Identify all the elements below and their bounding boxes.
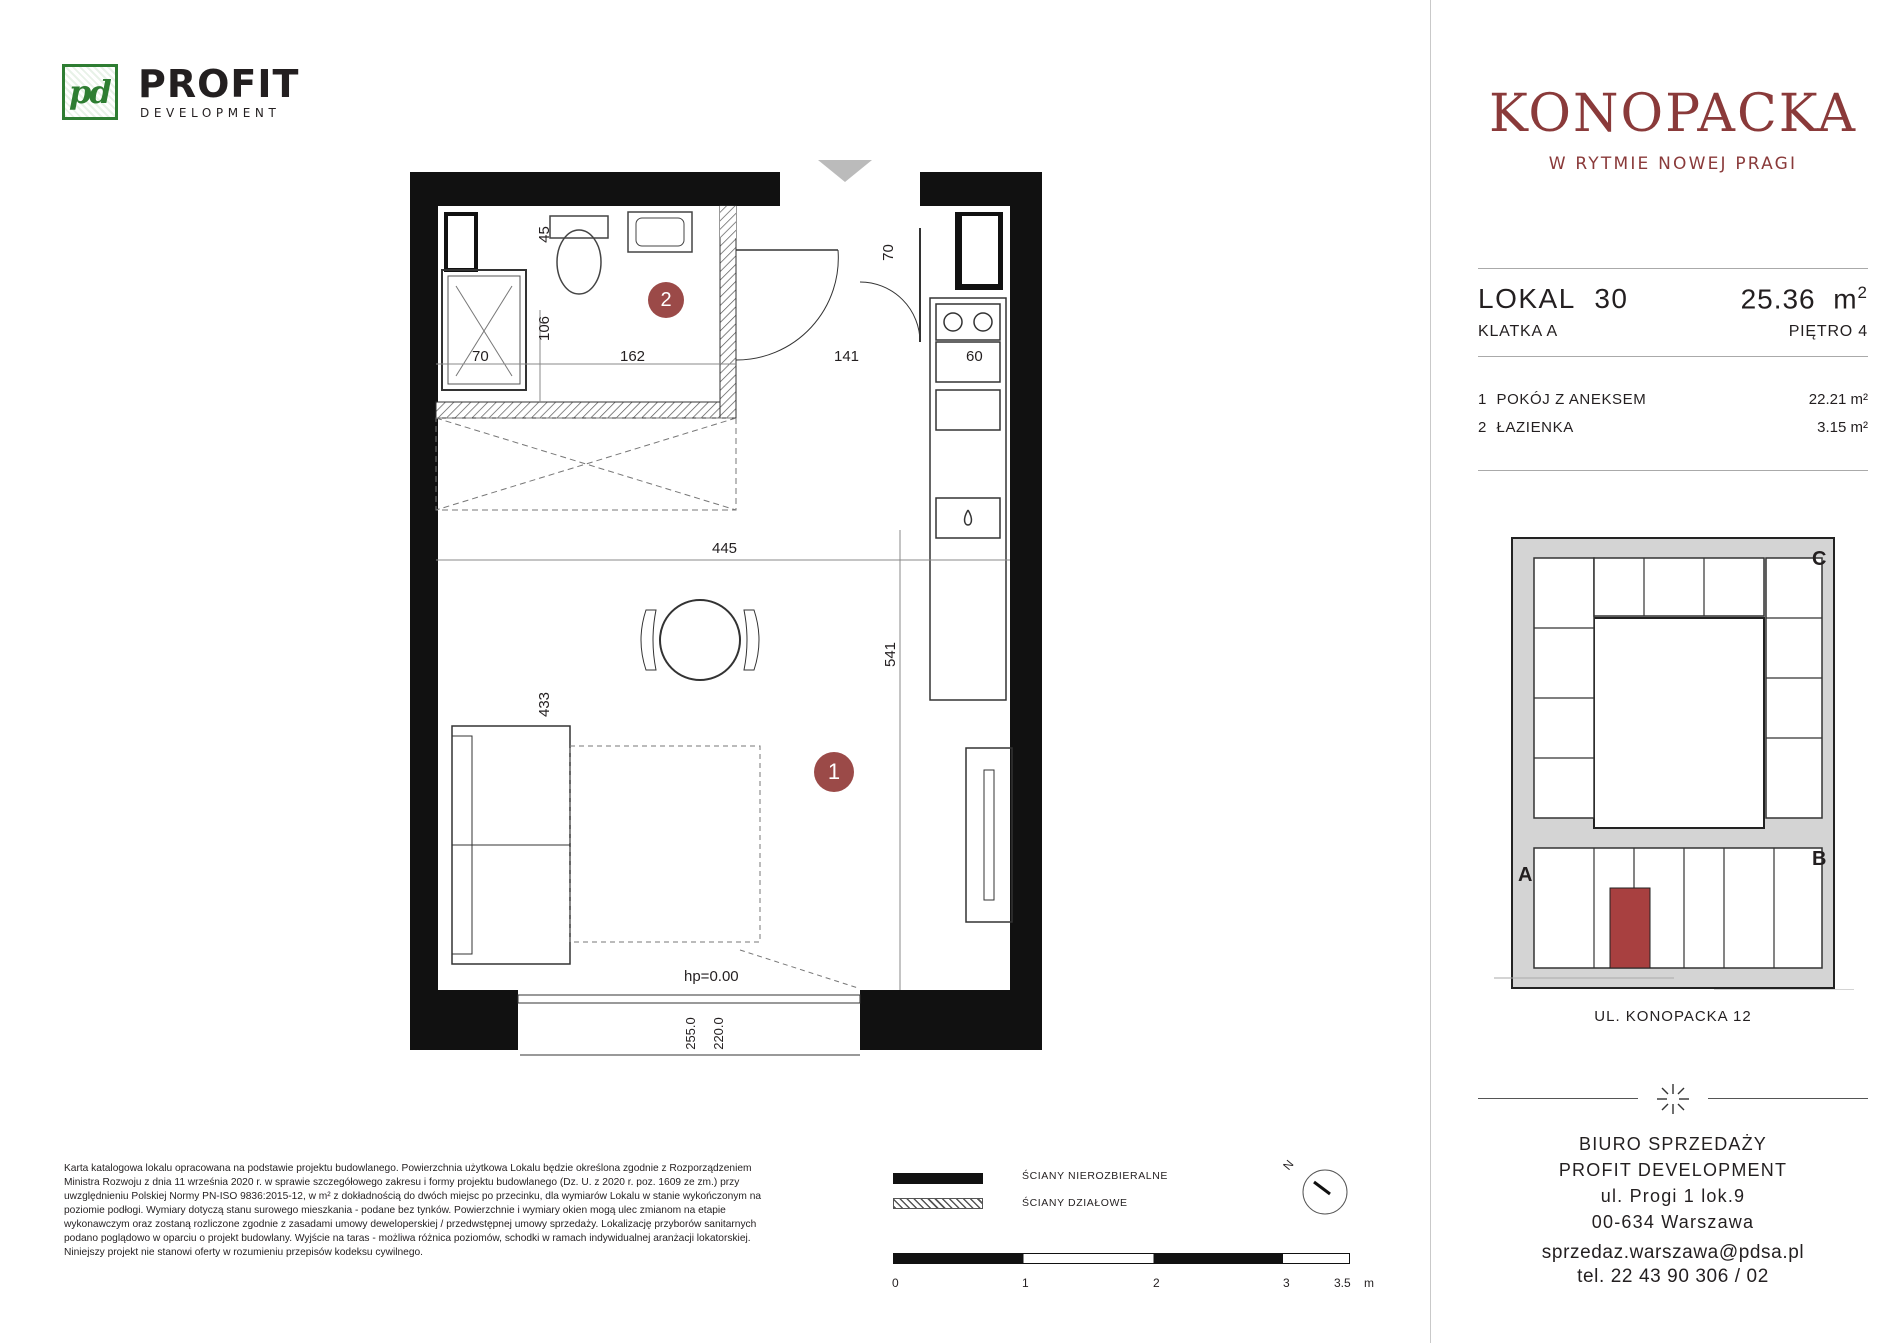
dim-label: 433 <box>536 691 554 718</box>
area-unit: m <box>1833 283 1858 315</box>
dim-label: 255.0 <box>682 1017 698 1050</box>
project-tagline: W RYTMIE NOWEJ PRAGI <box>1548 154 1798 174</box>
floor-plan <box>400 150 1060 1060</box>
room-marker-1: 1 <box>814 752 854 792</box>
room-row <box>1478 391 1646 408</box>
ornament-line <box>1478 1098 1638 1099</box>
legend-bearing-swatch <box>893 1173 983 1184</box>
unit-highlight <box>1610 888 1650 968</box>
street-label: UL. KONOPACKA 12 <box>1594 1008 1752 1025</box>
dim-label: 106 <box>536 315 554 342</box>
unit-area <box>1700 283 1868 315</box>
legend-bearing-label: ŚCIANY NIEROZBIERALNE <box>1022 1170 1169 1182</box>
office-city: 00-634 Warszawa <box>1591 1212 1755 1232</box>
scale-tick: 3 <box>1283 1276 1290 1290</box>
north-label: N <box>1280 1157 1297 1173</box>
room-area: 22.21 m² <box>1808 391 1868 408</box>
unit-title <box>1478 283 1629 315</box>
legend-partition-swatch <box>893 1198 983 1209</box>
scale-tick: 1 <box>1022 1276 1029 1290</box>
area-value: 25.36 <box>1740 283 1816 315</box>
dim-label: 70 <box>472 348 489 365</box>
room-name: POKÓJ Z ANEKSEM <box>1496 391 1647 408</box>
hp-label: hp=0.00 <box>684 968 739 985</box>
divider <box>1478 356 1868 357</box>
building-label-c: C <box>1812 548 1827 570</box>
logo-name: PROFIT <box>138 62 300 106</box>
building-label-b: B <box>1812 848 1827 870</box>
dim-label: 445 <box>712 540 738 557</box>
logo-mark <box>62 64 118 120</box>
divider <box>1478 470 1868 471</box>
area-sup: 2 <box>1857 283 1868 302</box>
room-no: 2 <box>1478 419 1487 436</box>
building-label-a: A <box>1518 864 1533 886</box>
logo-subtitle: DEVELOPMENT <box>140 106 281 120</box>
page-divider <box>1430 0 1431 1343</box>
dim-label: 60 <box>966 348 983 365</box>
dim-label: 70 <box>879 244 897 261</box>
room-marker-2: 2 <box>648 282 684 318</box>
dim-label: 141 <box>834 348 860 365</box>
project-name: KONOPACKA <box>1488 84 1858 144</box>
legend-partition-label: ŚCIANY DZIAŁOWE <box>1022 1197 1128 1209</box>
floor: PIĘTRO 4 <box>1788 323 1868 340</box>
ornament-line <box>1708 1098 1868 1099</box>
room-name: ŁAZIENKA <box>1496 419 1574 436</box>
room-no: 1 <box>1478 391 1487 408</box>
building-key-plan <box>1494 528 1854 990</box>
divider <box>1478 268 1868 269</box>
dim-label: 541 <box>882 641 900 668</box>
office-company: PROFIT DEVELOPMENT <box>1558 1160 1788 1180</box>
scale-bar <box>893 1253 1350 1264</box>
scale-tick: 2 <box>1153 1276 1160 1290</box>
dim-label: 45 <box>535 226 553 243</box>
office-phone[interactable]: tel. 22 43 90 306 / 02 <box>1577 1266 1769 1287</box>
dim-label: 220.0 <box>710 1017 726 1050</box>
disclaimer-text: Karta katalogowa lokalu opracowana na podstawie projektu budowlanego. Powierzchnia użytkowa Lokalu będzie określona zgodnie z Rozporządzeniem Ministra Rozwoju z dnia 11 września 2020 r. w sprawie szczegółowego zakresu i formy projektu budowlanego (Dz. U. z 2020 r. poz. 1609 ze zm.) przy uwzględnieniu Polskiej Normy PN-ISO 9836:2015-12, w m² z dokładnością do dwóch miejsc po przecinku, dla wymiarów Lokalu w stanie wykończonym na poziomie podłogi. Wymiary dotyczą stanu surowego mieszkania - podane bez tynków. Powierzchnie i wymiary okien mogą ulec zmianom na etapie wykonawczym oraz zostaną rozliczone zgodnie z zasadami umowy deweloperskiej / przedwstępnej umowy sprzedaży. Lokalizację przyborów sanitarnych podano poglądowo w oparciu o projekt budowlany. Wyjście na taras - możliwa różnica poziomów, schodki w ramach indywidualnej aranżacji lokatorskiej. Niniejszy projekt nie stanowi oferty w rozumieniu przepisów kodeksu cywilnego. <box>64 1163 762 1258</box>
scale-tick: 0 <box>892 1276 899 1290</box>
room-area: 3.15 m² <box>1817 419 1868 436</box>
dim-label: 162 <box>620 348 646 365</box>
logo-mark-text: pd <box>69 73 110 111</box>
sparkle-icon <box>1655 1082 1691 1116</box>
office-address: ul. Progi 1 lok.9 <box>1600 1186 1746 1206</box>
office-email[interactable]: sprzedaz.warszawa@pdsa.pl <box>1541 1242 1805 1263</box>
lokal-number: 30 <box>1594 283 1629 314</box>
room-row <box>1478 419 1574 436</box>
staircase: KLATKA A <box>1478 323 1558 340</box>
lokal-label: LOKAL <box>1478 283 1576 314</box>
scale-tick: 3.5 <box>1334 1276 1351 1290</box>
scale-unit: m <box>1364 1276 1374 1290</box>
office-title: BIURO SPRZEDAŻY <box>1578 1134 1768 1154</box>
